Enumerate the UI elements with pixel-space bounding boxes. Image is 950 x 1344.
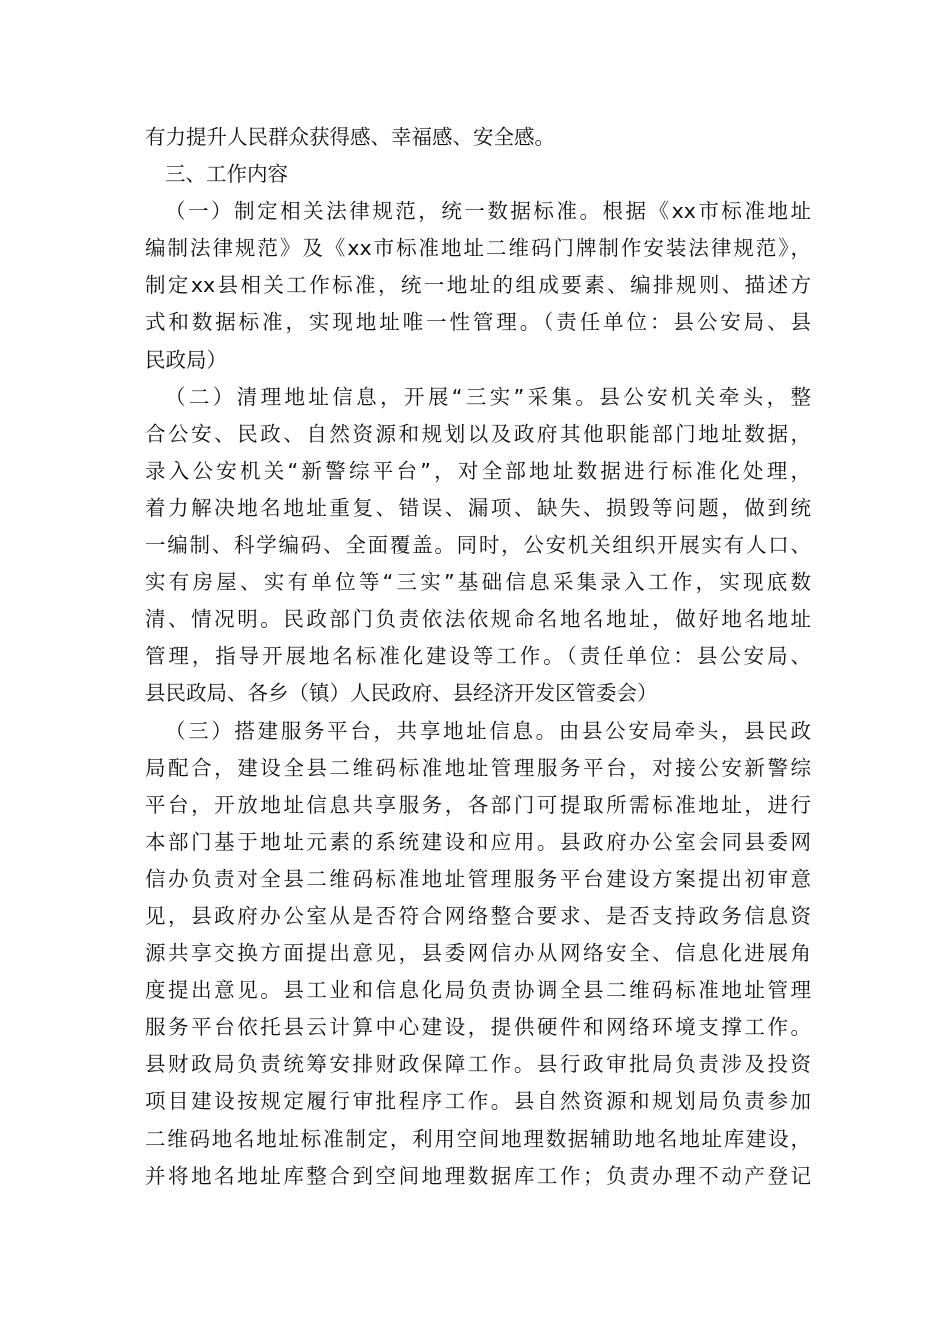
- text-line: 录入公安机关“新警综平台”，对全部地址数据进行标准化处理，: [145, 458, 811, 483]
- text-line: 并将地名地址库整合到空间地理数据库工作；负责办理不动产登记: [145, 1163, 811, 1188]
- text-line: 县民政局、各乡（镇）人民政府、县经济开发区管委会）: [145, 681, 658, 706]
- text-line: 式和数据标准，实现地址唯一性管理。（责任单位：县公安局、县: [145, 310, 811, 335]
- text-line: 平台，开放地址信息共享服务，各部门可提取所需标准地址，进行: [145, 792, 811, 817]
- text-line: 民政局）: [145, 347, 227, 372]
- text-line: 一编制、科学编码、全面覆盖。同时，公安机关组织开展实有人口、: [145, 533, 811, 558]
- text-line: （三）搭建服务平台，共享地址信息。由县公安局牵头，县民政: [165, 718, 811, 743]
- text-line: 实有房屋、实有单位等“三实”基础信息采集录入工作，实现底数: [145, 570, 811, 595]
- text-line: 源共享交换方面提出意见，县委网信办从网络安全、信息化进展角: [145, 941, 811, 966]
- document-body: [145, 119, 811, 1195]
- text-line: 本部门基于地址元素的系统建设和应用。县政府办公室会同县委网: [145, 829, 811, 854]
- text-line: 服务平台依托县云计算中心建设，提供硬件和网络环境支撑工作。: [145, 1015, 811, 1040]
- text-line: 着力解决地名地址重复、错误、漏项、缺失、损毁等问题，做到统: [145, 495, 811, 520]
- text-line: 二维码地名地址标准制定，利用空间地理数据辅助地名地址库建设，: [145, 1126, 811, 1151]
- text-line: 清、情况明。民政部门负责依法依规命名地名地址，做好地名地址: [145, 607, 811, 632]
- text-line: 有力提升人民群众获得感、幸福感、安全感。: [145, 125, 555, 149]
- text-line: 管理，指导开展地名标准化建设等工作。（责任单位：县公安局、: [145, 644, 811, 669]
- text-line: 信办负责对全县二维码标准地址管理服务平台建设方案提出初审意: [145, 866, 811, 891]
- text-line: （二）清理地址信息，开展“三实”采集。县公安机关牵头，整: [165, 384, 811, 409]
- text-line: 县财政局负责统筹安排财政保障工作。县行政审批局负责涉及投资: [145, 1052, 811, 1077]
- text-line: 度提出意见。县工业和信息化局负责协调全县二维码标准地址管理: [145, 978, 811, 1003]
- text-line: 合公安、民政、自然资源和规划以及政府其他职能部门地址数据，: [145, 421, 811, 446]
- text-line: 编制法律规范》及《xx市标准地址二维码门牌制作安装法律规范》，: [145, 236, 811, 261]
- text-line: 制定xx县相关工作标准，统一地址的组成要素、编排规则、描述方: [145, 273, 811, 298]
- text-line: 三、工作内容: [165, 162, 288, 187]
- text-line: （一）制定相关法律规范，统一数据标准。根据《xx市标准地址: [165, 199, 811, 224]
- text-line: 见，县政府办公室从是否符合网络整合要求、是否支持政务信息资: [145, 903, 811, 928]
- text-line: 项目建设按规定履行审批程序工作。县自然资源和规划局负责参加: [145, 1089, 811, 1114]
- text-line: 局配合，建设全县二维码标准地址管理服务平台，对接公安新警综: [145, 755, 811, 780]
